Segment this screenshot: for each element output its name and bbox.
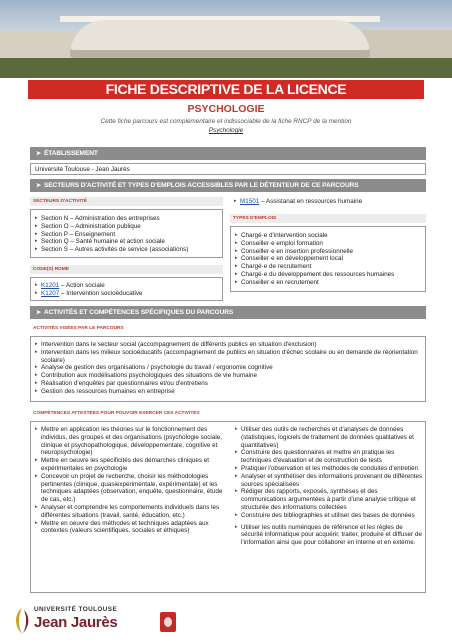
list-item: ▸ Utiliser les outils numériques de référence et les règles de sécurité informatique pour acquérir, traiter, produire et diffuser de l'information ainsi que pour collaborer en interne et en externe. [235,524,423,547]
list-item [35,290,218,298]
types-box [230,226,426,292]
list-item: ▸ Utiliser des outils de recherches et d'analyses de données (statistiques, logiciels de traitement de données qualitatives et quantitatives) [235,426,423,449]
section-title: SECTEURS D'ACTIVITÉ ET TYPES D'EMPLOIS ACCESSIBLES PAR LE DÉTENTEUR DE CE PARCOURS [43,182,359,189]
section-secteurs [30,179,426,192]
list-item [35,282,218,290]
list-item: ▸ Chargé·e de recrutement [235,263,421,271]
list-item: ▸ Conseiller·e en recrutement [235,279,421,287]
rome-code-link[interactable]: K1201 [41,282,60,289]
list-item: ▸ Construire des bibliographies et utiliser des bases de données [235,512,423,520]
rome-code-link[interactable]: K1207 [41,289,60,297]
rome-label-heading: CODE(S) ROME [30,265,223,274]
logo-text-line2: Jean Jaurès [34,614,118,631]
competences-box [30,421,426,593]
document-subtitle: PSYCHOLOGIE [187,103,265,115]
intro-text [40,117,412,135]
list-item: ▸ Contribution aux modélisations psychologiques des situations de vie humaine [35,372,421,380]
list-item: ▸ Rédiger des rapports, exposés, synthèses et des communications argumentées à partir d'une analyse critique et structurée des informations collectées [235,488,423,511]
campus-banner-image [0,0,452,78]
list-item: ▸ Section N – Administration des entreprises [35,215,218,223]
rome-code-link[interactable]: M1501 [240,198,260,205]
list-item: ▸ Conseiller·e en insertion professionnelle [235,248,421,256]
list-item: ▸ Concevoir un projet de recherche, choisir les méthodologies pertinentes (clinique, quasiexpérimentale, expérimentale) et les techniques adaptées (observation, enquête, questionnaire, étude de cas, etc.) [35,473,225,504]
secteurs-box [30,209,223,258]
list-item: ▸ Mettre en application les théories sur le fonctionnement des individus, des groupes et des organisations (psychologie sociale, clinique et psychopathologique, développementale, cognitive et neuropsychologie) [35,426,225,457]
list-item: ▸ Intervention dans le secteur social (accompagnement de différents publics en situation d'exclusion) [35,341,421,349]
list-item: ▸ Réalisation d'enquêtes par questionnaires et/ou d'entretiens [35,380,421,388]
rome-box [30,277,223,301]
etablissement-value: Université Toulouse - Jean Jaurès [35,166,130,173]
section-arrow-icon: ➤ [36,183,41,189]
section-activites [30,306,426,319]
competences-label: COMPÉTENCES ATTESTÉES POUR POUVOIR EXERCER CES ACTIVITÉS [30,409,426,418]
section-arrow-icon: ➤ [36,310,41,316]
document-title: FICHE DESCRIPTIVE DE LA LICENCE [28,80,424,99]
section-etablissement [30,147,426,160]
section-arrow-icon: ➤ [36,151,41,157]
secteurs-label: SECTEURS D'ACTIVITÉ [30,197,223,206]
list-item: ▸ Section S – Autres activités de service (associations) [35,246,218,254]
rome-top-box [230,196,426,209]
activites-label: ACTIVITÉS VISÉES PAR LE PARCOURS [30,324,426,333]
section-title: ACTIVITÉS ET COMPÉTENCES SPÉCIFIQUES DU PARCOURS [43,309,234,316]
list-item [234,198,422,206]
list-item: ▸ Analyser et synthétiser des informations provenant de différentes sources spécialisées [235,473,423,489]
list-item: ▸ Section Q – Santé humaine et action sociale [35,238,218,246]
activites-box [30,336,426,402]
competences-left-column [35,426,225,535]
rome-label: – Assistanat en ressources humaine [259,198,363,205]
university-logo [12,606,156,638]
list-item: ▸ Chargé·e du développement des ressources humaines [235,271,421,279]
list-item: ▸ Section O – Administration publique [35,223,218,231]
list-item: ▸ Mettre en oeuvre des méthodes et techniques adaptées aux contextes (valeurs scientifiques, sociales et éthiques) [35,520,225,536]
intro-sentence: Cette fiche parcours est complémentaire et indissociable de la fiche RNCP de la mention [100,118,352,125]
list-item: ▸ Analyser et comprendre les comportements individuels dans les différentes situations (travail, santé, éducation, etc.) [35,504,225,520]
logo-text-line1: UNIVERSITÉ TOULOUSE [34,606,118,613]
rome-label: – Intervention socioéducative [59,289,143,297]
list-item: ▸ Pratiquer l'observation et les méthodes de conduites d'entretien [235,465,423,473]
list-item: ▸ Section P – Enseignement [35,231,218,239]
rome-label: – Action sociale [59,282,105,289]
list-item: ▸ Intervention dans les milieux socioéducatifs (accompagnement de publics en situation d'échec scolaire ou en demande de réorientation scolaire) [35,349,421,365]
etablissement-box [30,163,426,175]
list-item: ▸ Chargé·e d'intervention sociale [235,232,421,240]
emblem-icon [160,612,176,632]
list-item: ▸ Construire des questionnaires et mettre en pratique les techniques d'évaluation et de construction de tests [235,449,423,465]
logo-swirl-icon [12,606,32,636]
types-label: TYPES D'EMPLOIS [230,214,426,223]
section-title: ÉTABLISSEMENT [43,150,98,157]
competences-right-column [235,426,423,547]
rncp-link[interactable]: Psychologie [208,127,244,134]
list-item: ▸ Conseiller·e emploi formation [235,240,421,248]
list-item: ▸ Conseiller·e en développement local [235,255,421,263]
list-item: ▸ Analyse de gestion des organisations / psychologie du travail / ergonomie cognitive [35,364,421,372]
list-item: ▸ Mettre en oeuvre les spécificités des démarches cliniques et expérimentales en psychologie [35,457,225,473]
list-item: ▸ Gestion des ressources humaines en entreprise [35,388,421,396]
